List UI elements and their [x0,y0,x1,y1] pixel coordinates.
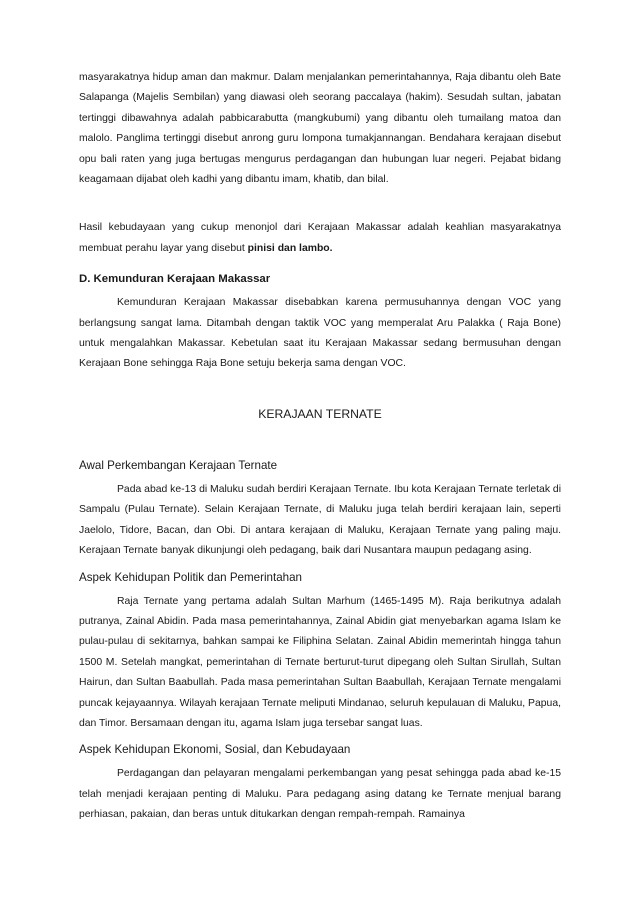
page-title-ternate: KERAJAAN TERNATE [258,406,382,421]
document-page [79,68,561,826]
paragraph-makassar-culture-bold: pinisi dan lambo. [247,242,333,254]
section-heading-ekonomi: Aspek Kehidupan Ekonomi, Sosial, dan Kebudayaan [79,743,351,757]
section-heading-kemunduran: D. Kemunduran Kerajaan Makassar [79,273,271,286]
paragraph-makassar-government: masyarakatnya hidup aman dan makmur. Dalam menjalankan pemerintahannya, Raja dibantu oleh Bate Salapanga (Majelis Sembilan) yang diawasi oleh seorang paccalaya (hakim). Sesudah sultan, jabatan tertinggi dibawahnya adalah pabbicarabutta (mangkubumi) yang dibantu oleh tumailang matoa dan malolo. Panglima tertinggi disebut anrong guru lompona tumakjannangan. Bendahara kerajaan disebut opu bali raten yang juga bertugas mengurus perdagangan dan hubungan luar negeri. Pejabat bidang keagamaan dijabat oleh kadhi yang dibantu imam, khatib, dan bilal. [79,72,561,186]
paragraph-ternate-politics: Raja Ternate yang pertama adalah Sultan Marhum (1465-1495 M). Raja berikutnya adalah putranya, Zainal Abidin. Pada masa pemerintahannya, Zainal Abidin giat menyebarkan agama Islam ke pulau-pulau di sekitarnya, bahkan sampai ke Filiphina Selatan. Zainal Abidin memerintah hingga tahun 1500 M. Setelah mangkat, pemerintahan di Ternate berturut-turut dipegang oleh Sultan Sirullah, Sultan Hairun, dan Sultan Baabullah. Pada masa pemerintahan Sultan Baabullah, Kerajaan Ternate mengalami puncak kejayaannya. Wilayah kerajaan Ternate meliputi Mindanao, seluruh kepulauan di Maluku, Papua, dan Timor. Bersamaan dengan itu, agama Islam juga tersebar sangat luas. [79,595,561,729]
section-heading-awal: Awal Perkembangan Kerajaan Ternate [79,458,278,472]
paragraph-ternate-economy: Perdagangan dan pelayaran mengalami perkembangan yang pesat sehingga pada abad ke-15 telah menjadi kerajaan penting di Maluku. Para pedagang asing datang ke Ternate menjual barang perhiasan, pakaian, dan beras untuk ditukarkan dengan rempah-rempah. Ramainya [79,768,561,821]
paragraph-ternate-origin: Pada abad ke-13 di Maluku sudah berdiri Kerajaan Ternate. Ibu kota Kerajaan Ternate terletak di Sampalu (Pulau Ternate). Selain Kerajaan Ternate, di Maluku juga telah berdiri kerajaan lain, seperti Jaelolo, Tidore, Bacan, dan Obi. Di antara kerajaan di Maluku, Kerajaan Ternate yang paling maju. Kerajaan Ternate banyak dikunjungi oleh pedagang, baik dari Nusantara maupun pedagang asing. [79,483,561,557]
paragraph-makassar-culture [79,218,561,259]
paragraph-makassar-decline: Kemunduran Kerajaan Makassar disebabkan karena permusuhannya dengan VOC yang berlangsung sangat lama. Ditambah dengan taktik VOC yang memperalat Aru Palakka ( Raja Bone) untuk mengalahkan Makassar. Kebetulan saat itu Kerajaan Makassar sedang bermusuhan dengan Kerajaan Bone sehingga Raja Bone setuju bekerja sama dengan VOC. [79,297,561,370]
section-heading-politik: Aspek Kehidupan Politik dan Pemerintahan [79,570,303,584]
paragraph-makassar-culture-text: Hasil kebudayaan yang cukup menonjol dari Kerajaan Makassar adalah keahlian masyarakatnya membuat perahu layar yang disebut [79,222,561,254]
